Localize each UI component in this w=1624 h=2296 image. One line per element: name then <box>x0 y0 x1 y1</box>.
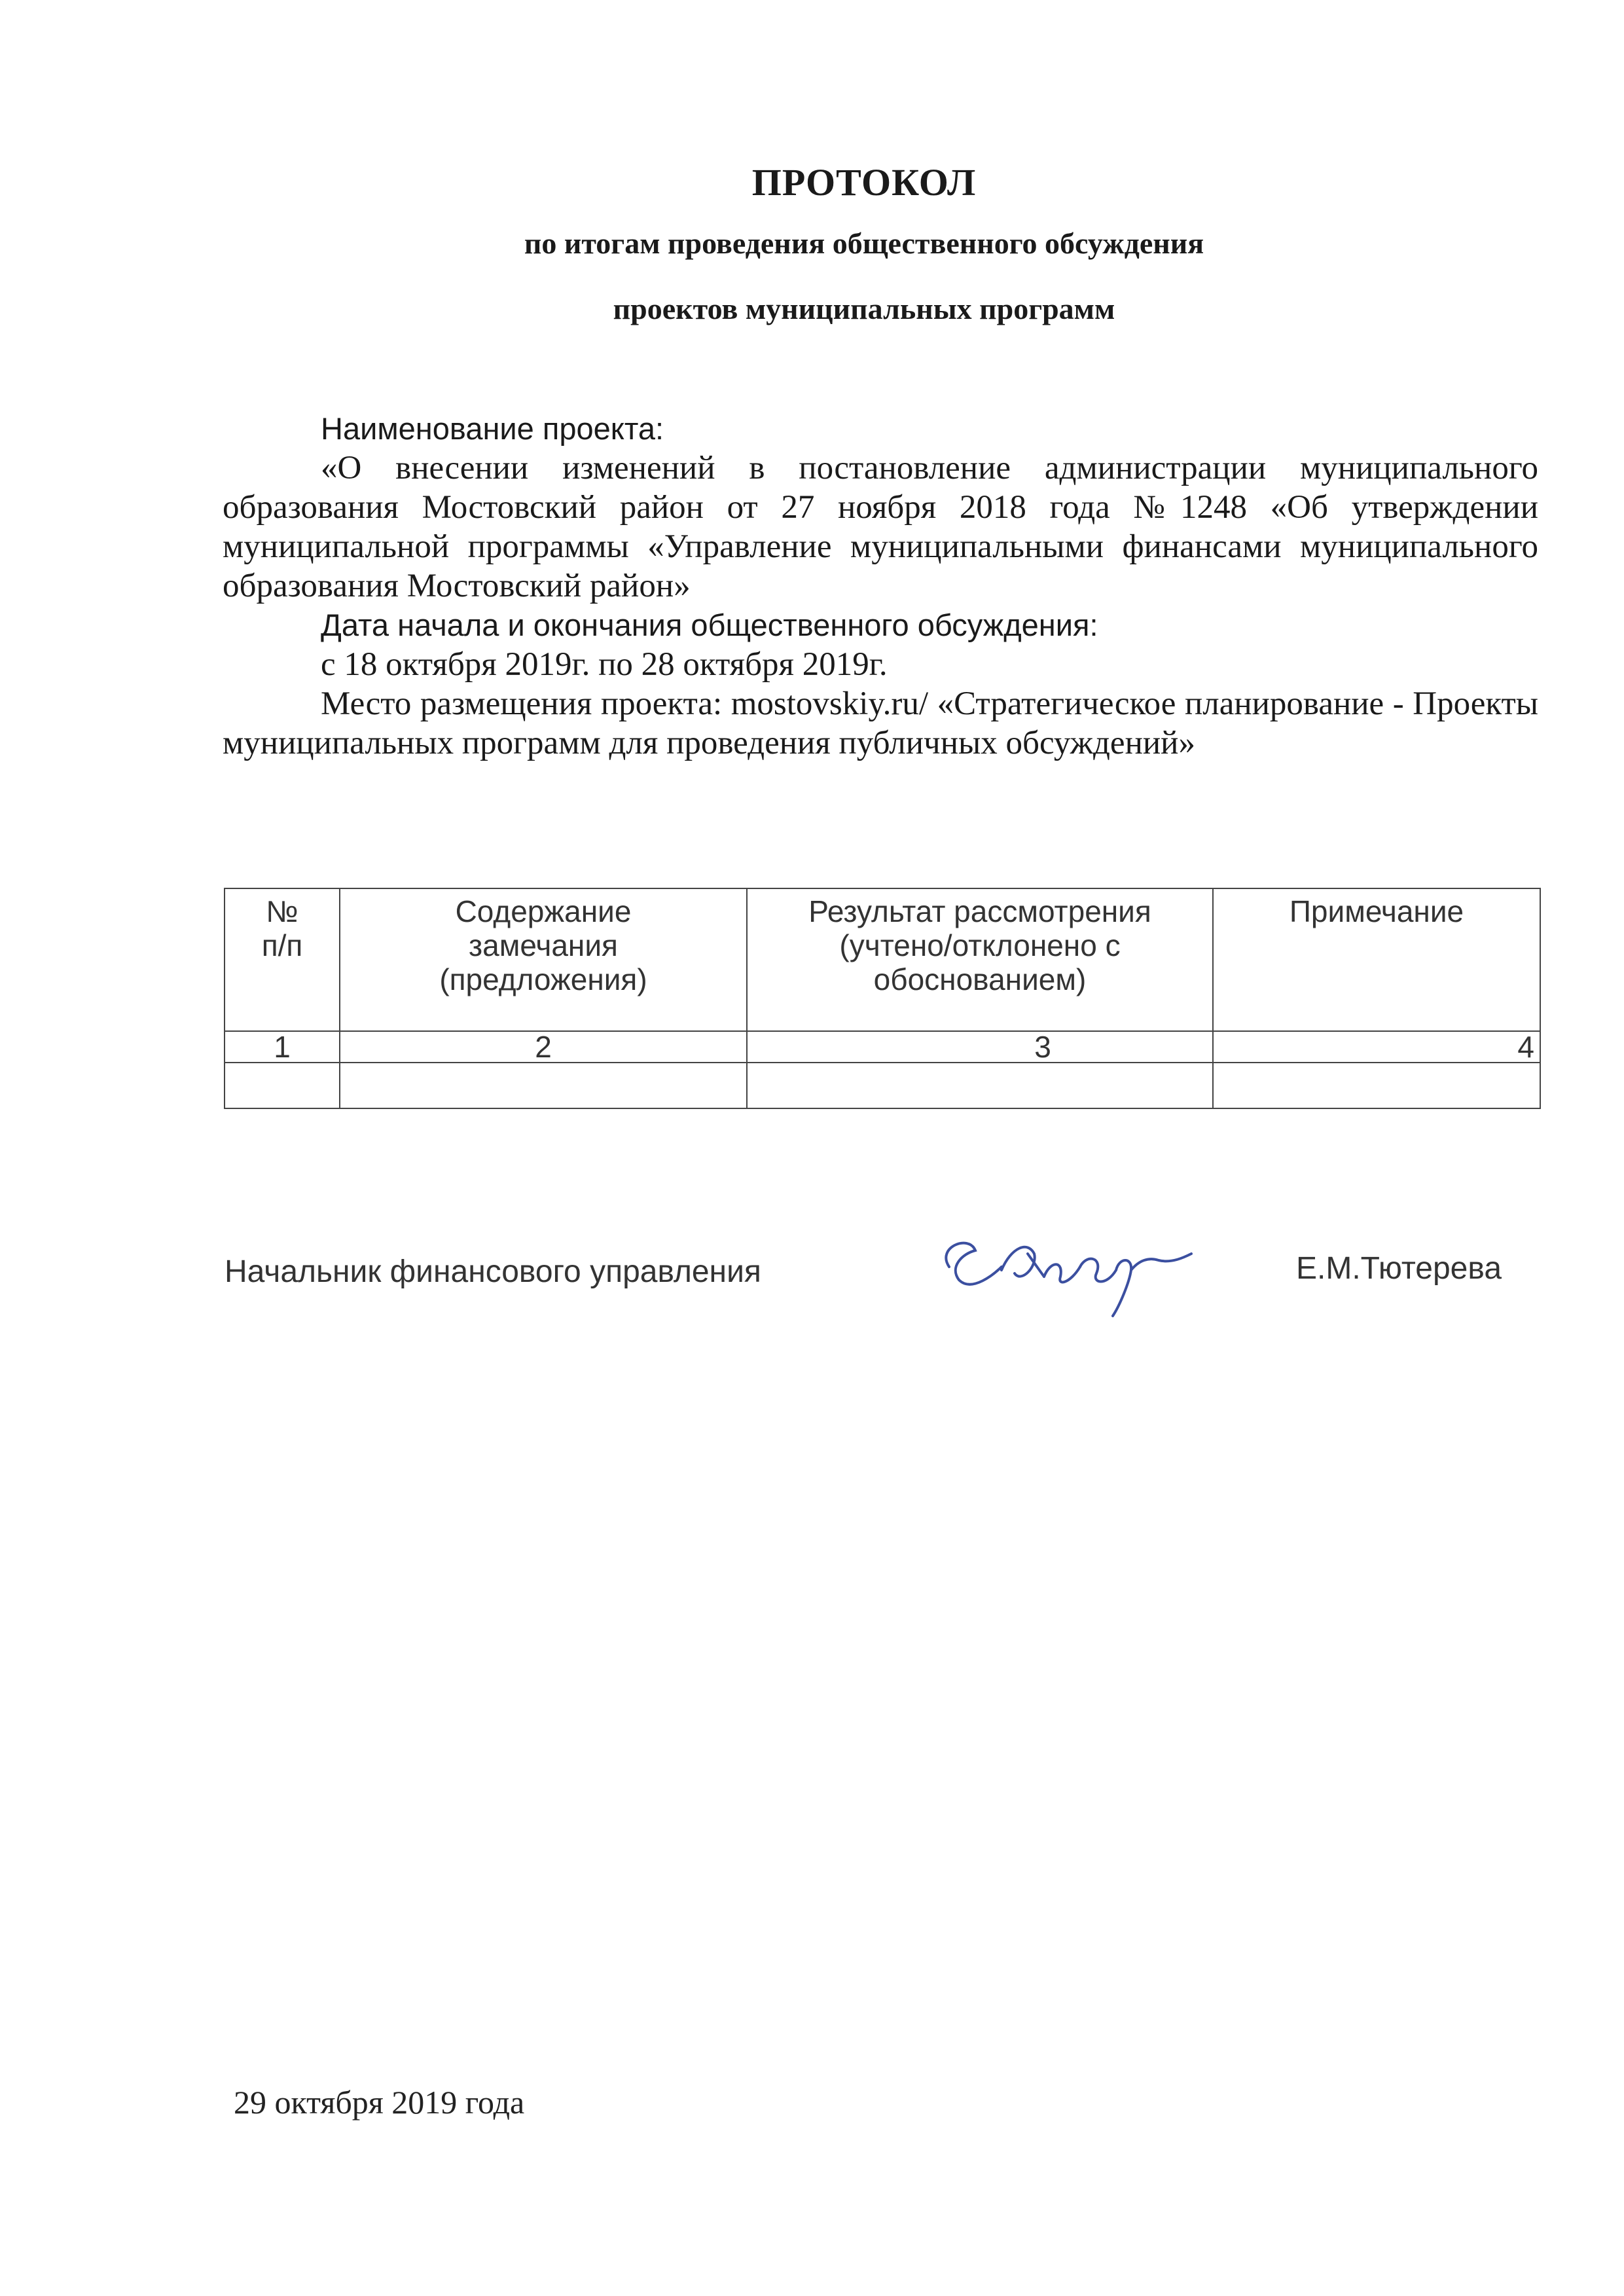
document-date: 29 октября 2019 года <box>234 2084 525 2121</box>
document-subtitle-line-1: по итогам проведения общественного обсуждения <box>524 227 1204 260</box>
table-cell <box>747 1063 1213 1108</box>
handwritten-signature <box>923 1221 1198 1319</box>
signatory-name: Е.М.Тютерева <box>1296 1251 1502 1286</box>
column-number-2: 2 <box>340 1031 747 1063</box>
header-cell-number: № п/п <box>225 888 340 1031</box>
column-number-4: 4 <box>1213 1031 1540 1063</box>
table-cell <box>225 1063 340 1108</box>
project-name: «О внесении изменений в постановление администрации муниципального образования Мостовский район от 27 ноября 2018 года №1248 «Об утверждении муниципальной программы «Управление муниципальными финансами муниципального образования Мостовский район» <box>223 450 1538 604</box>
document-subtitle-line-2: проектов муниципальных программ <box>613 292 1115 325</box>
dates-label: Дата начала и окончания общественного обсуждения: <box>321 608 1098 642</box>
placement-value: mostovskiy.ru/ «Стратегическое планирование - Проекты муниципальных программ для проведения публичных обсуждений» <box>223 685 1538 761</box>
header-cell-content: Содержание замечания (предложения) <box>340 888 747 1031</box>
table-cell <box>1213 1063 1540 1108</box>
column-number-3: 3 <box>747 1031 1213 1063</box>
header-cell-result: Результат рассмотрения (учтено/отклонено с обоснованием) <box>747 888 1213 1031</box>
project-name-label: Наименование проекта: <box>321 411 664 446</box>
document-title: ПРОТОКОЛ <box>751 161 977 204</box>
signatory-position: Начальник финансового управления <box>225 1254 761 1289</box>
table-row <box>225 1063 1540 1108</box>
header-cell-note: Примечание <box>1213 888 1540 1031</box>
column-number-1: 1 <box>225 1031 340 1063</box>
document-body <box>223 409 1538 763</box>
table-number-row <box>225 1031 1540 1063</box>
dates-value: с 18 октября 2019г. по 28 октября 2019г. <box>321 646 888 683</box>
placement-paragraph <box>223 684 1538 763</box>
table-header-row <box>225 888 1540 1031</box>
table-cell <box>340 1063 747 1108</box>
comments-table <box>224 888 1541 1109</box>
placement-label: Место размещения проекта: <box>321 685 723 722</box>
